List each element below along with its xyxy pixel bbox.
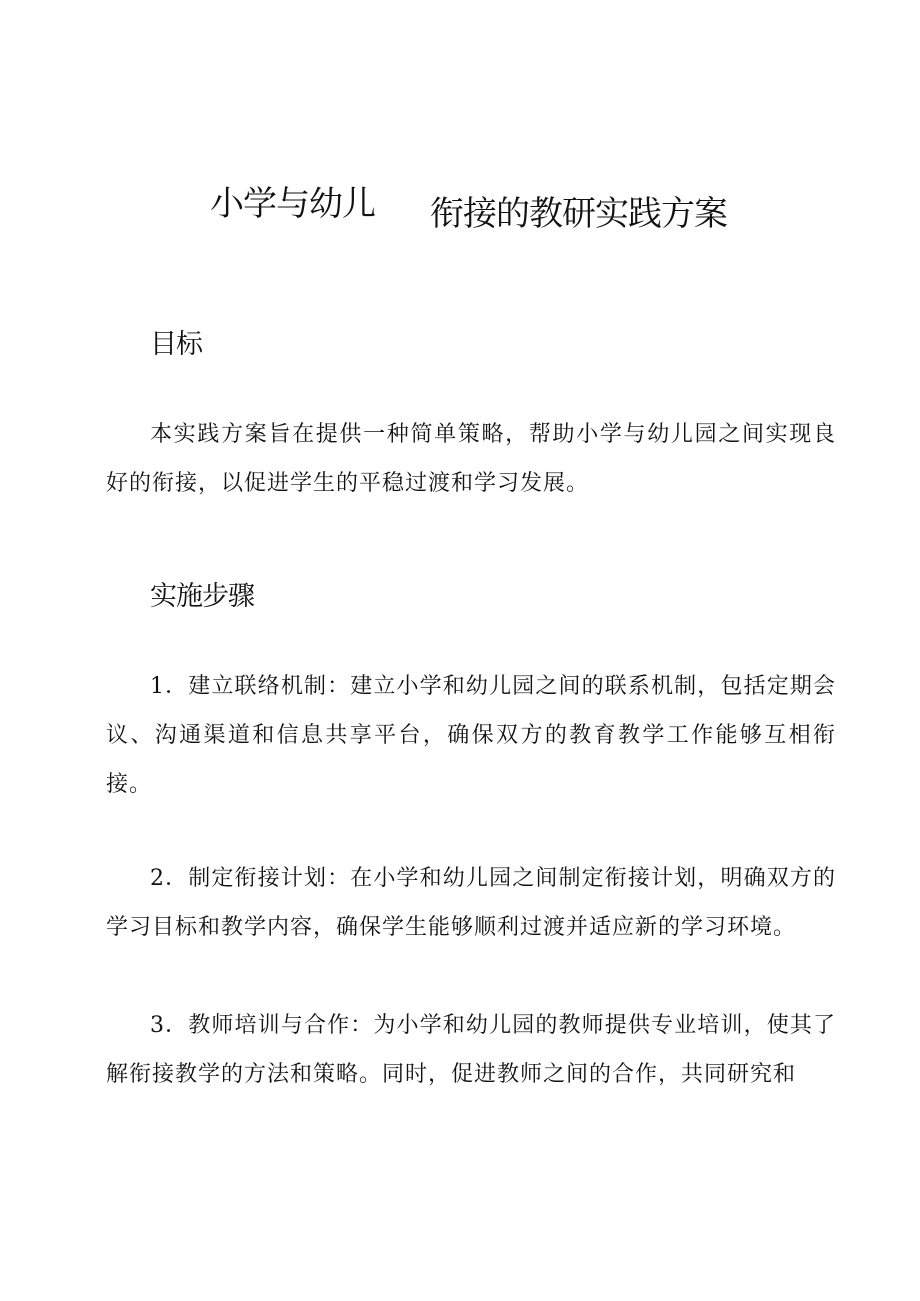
title-part-2: 衔接的教研实践方案	[430, 194, 727, 234]
goal-heading: 目标	[150, 329, 202, 360]
title-part-1: 小学与幼儿	[210, 184, 375, 224]
step-item-1: 1．建立联络机制：建立小学和幼儿园之间的联系机制，包括定期会议、沟通渠道和信息共享平台，确保双方的教育教学工作能够互相衔接。	[106, 674, 836, 797]
step-item-3: 3．教师培训与合作：为小学和幼儿园的教师提供专业培训，使其了解衔接教学的方法和策略。同时，促进教师之间的合作，共同研究和	[106, 1013, 836, 1087]
goal-paragraph: 本实践方案旨在提供一种简单策略，帮助小学与幼儿园之间实现良好的衔接，以促进学生的平稳过渡和学习发展。	[106, 422, 836, 496]
steps-heading: 实施步骤	[150, 581, 254, 612]
step-item-2: 2．制定衔接计划：在小学和幼儿园之间制定衔接计划，明确双方的学习目标和教学内容，确保学生能够顺利过渡并适应新的学习环境。	[106, 866, 836, 940]
document-title	[0, 176, 920, 234]
